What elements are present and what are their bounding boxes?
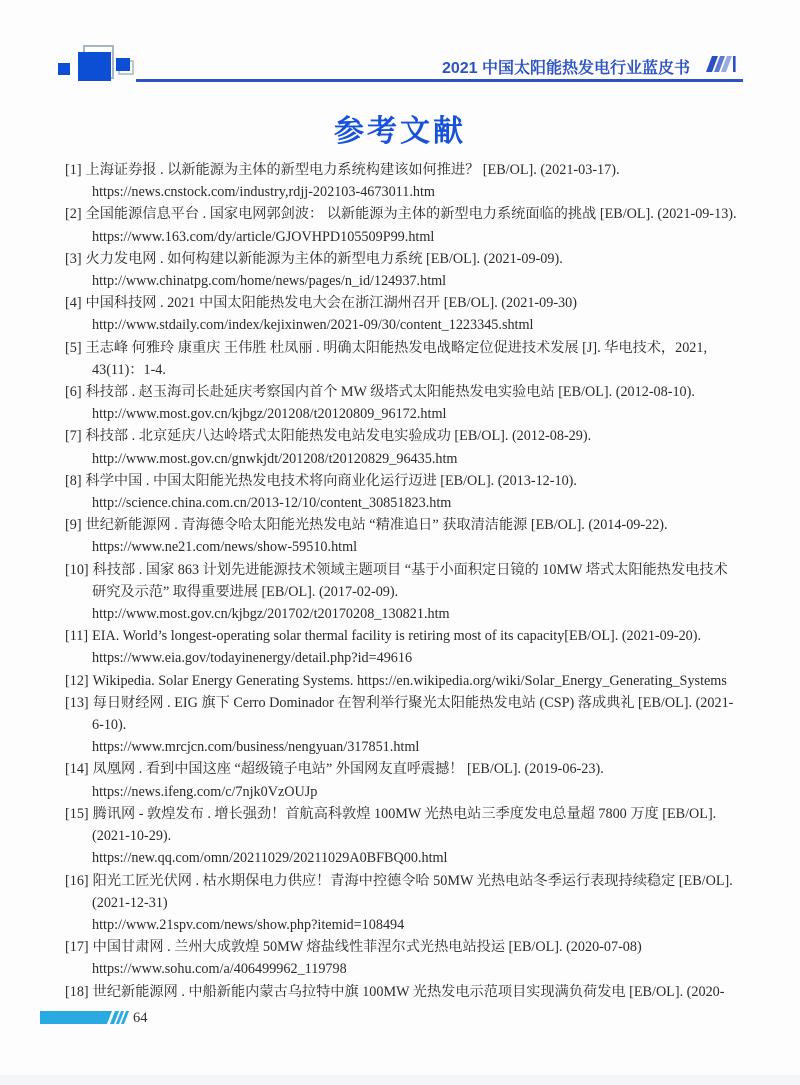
logo-squares-icon: [53, 44, 139, 86]
reference-item: [65, 625, 747, 669]
reference-continuation-line: 研究及示范” 取得重要进展 [EB/OL]. (2017-02-09).: [92, 583, 399, 600]
reference-item: [65, 936, 747, 980]
reference-text: 科技部 . 国家 863 计划先进能源技术领域主题项目 “基于小面积定日镜的 10MW 塔式太阳能热发电技术: [92, 561, 728, 578]
reference-text: 王志峰 何雅玲 康重庆 王伟胜 杜凤丽 . 明确太阳能热发电战略定位促进技术发展 [J]. 华电技术，2021,: [85, 339, 708, 356]
reference-id: [9]: [65, 517, 82, 534]
page-bottom-edge: [0, 1075, 800, 1085]
reference-item: [65, 425, 747, 469]
header-book-title: 2021 中国太阳能热发电行业蓝皮书: [441, 60, 690, 77]
reference-first-line: [65, 670, 747, 692]
header-slashes-icon: [702, 55, 740, 73]
reference-id: [16]: [65, 872, 89, 889]
reference-continuation-line: 6-10).: [92, 717, 127, 734]
header-rule: [136, 79, 743, 82]
reference-first-line: [65, 292, 747, 314]
page-header: [0, 0, 800, 95]
reference-continuation-line: (2021-12-31): [92, 894, 168, 911]
references-list: [65, 159, 747, 1003]
reference-id: [12]: [65, 672, 89, 689]
reference-first-line: [65, 692, 747, 714]
reference-id: [6]: [65, 384, 82, 401]
reference-first-line: [65, 470, 747, 492]
reference-item: [65, 381, 747, 425]
reference-first-line: [65, 936, 747, 958]
reference-text: 火力发电网 . 如何构建以新能源为主体的新型电力系统 [EB/OL]. (2021-09-09).: [85, 250, 563, 267]
reference-item: [65, 203, 747, 247]
reference-first-line: [65, 625, 747, 647]
reference-item: [65, 470, 747, 514]
reference-first-line: [65, 425, 747, 447]
reference-continuation-line: https://www.sohu.com/a/406499962_119798: [92, 961, 347, 978]
reference-text: 世纪新能源网 . 青海德令哈太阳能光热发电站 “精准追日” 获取清洁能源 [EB/OL]. (2014-09-22).: [85, 517, 668, 534]
reference-text: 科技部 . 赵玉海司长赴延庆考察国内首个 MW 级塔式太阳能热发电实验电站 [EB/OL]. (2012-08-10).: [85, 384, 695, 401]
reference-first-line: [65, 248, 747, 270]
reference-text: 科技部 . 北京延庆八达岭塔式太阳能热发电站发电实验成功 [EB/OL]. (2012-08-29).: [85, 428, 592, 445]
reference-continuation-line: https://www.ne21.com/news/show-59510.html: [92, 539, 358, 556]
reference-first-line: [65, 803, 747, 825]
reference-continuation-line: http://www.stdaily.com/index/kejixinwen/2021-09/30/content_1223345.shtml: [92, 317, 534, 334]
reference-text: 腾讯网 - 敦煌发布 . 增长强劲！首航高科敦煌 100MW 光热电站三季度发电总量超 7800 万度 [EB/OL].: [92, 805, 717, 822]
reference-item: [65, 670, 747, 692]
reference-id: [18]: [65, 983, 89, 1000]
reference-continuation-line: https://www.163.com/dy/article/GJOVHPD105509P99.html: [92, 228, 435, 245]
page-footer: [40, 1010, 148, 1030]
reference-item: [65, 248, 747, 292]
reference-item: [65, 559, 747, 626]
reference-id: [4]: [65, 295, 82, 312]
page-number: 64: [133, 1010, 148, 1026]
reference-continuation-line: http://www.most.gov.cn/gnwkjdt/201208/t20120829_96435.htm: [92, 450, 458, 467]
reference-item: [65, 514, 747, 558]
reference-continuation-line: http://www.chinatpg.com/home/news/pages/n_id/124937.html: [92, 273, 447, 290]
reference-text: 中国甘肃网 . 兰州大成敦煌 50MW 熔盐线性菲涅尔式光热电站投运 [EB/OL]. (2020-07-08): [92, 939, 642, 956]
reference-text: 上海证券报 . 以新能源为主体的新型电力系统构建该如何推进？ [EB/OL]. (2021-03-17).: [85, 162, 620, 178]
reference-continuation-line: (2021-10-29).: [92, 828, 172, 845]
reference-continuation-line: http://www.most.gov.cn/kjbgz/201208/t20120809_96172.html: [92, 406, 447, 423]
reference-id: [8]: [65, 472, 82, 489]
reference-text: 阳光工匠光伏网 . 枯水期保电力供应！青海中控德令哈 50MW 光热电站冬季运行表现持续稳定 [EB/OL].: [92, 872, 733, 889]
reference-id: [7]: [65, 428, 82, 445]
page-title: 参考文献: [334, 115, 466, 148]
reference-id: [11]: [65, 628, 89, 645]
reference-text: Wikipedia. Solar Energy Generating Systems. https://en.wikipedia.org/wiki/Solar_Energy_Generating_Systems: [92, 672, 727, 689]
reference-first-line: [65, 559, 747, 581]
reference-first-line: [65, 514, 747, 536]
reference-id: [13]: [65, 694, 89, 711]
reference-id: [1]: [65, 162, 82, 178]
reference-first-line: [65, 381, 747, 403]
reference-text: 凤凰网 . 看到中国这座 “超级镜子电站” 外国网友直呼震撼！ [EB/OL]. (2019-06-23).: [92, 761, 604, 778]
reference-item: [65, 981, 747, 1003]
reference-item: [65, 758, 747, 802]
reference-item: [65, 337, 747, 381]
reference-continuation-line: https://news.ifeng.com/c/7njk0VzOUJp: [92, 783, 318, 800]
reference-text: 科学中国 . 中国太阳能光热发电技术将向商业化运行迈进 [EB/OL]. (2013-12-10).: [85, 472, 577, 489]
reference-continuation-line: https://www.eia.gov/todayinenergy/detail.php?id=49616: [92, 650, 413, 667]
reference-continuation-line: https://www.mrcjcn.com/business/nengyuan/317851.html: [92, 739, 420, 756]
reference-id: [14]: [65, 761, 89, 778]
reference-id: [15]: [65, 805, 89, 822]
reference-text: 中国科技网 . 2021 中国太阳能热发电大会在浙江湖州召开 [EB/OL]. (2021-09-30): [85, 295, 577, 312]
footer-bar-icon: [40, 1010, 130, 1025]
reference-item: [65, 292, 747, 336]
reference-continuation-line: https://news.cnstock.com/industry,rdjj-202103-4673011.htm: [92, 184, 435, 201]
reference-continuation-line: http://science.china.com.cn/2013-12/10/content_30851823.htm: [92, 495, 452, 512]
reference-id: [17]: [65, 939, 89, 956]
reference-id: [5]: [65, 339, 82, 356]
reference-text: 世纪新能源网 . 中船新能内蒙古乌拉特中旗 100MW 光热发电示范项目实现满负荷发电 [EB/OL]. (2020-: [92, 983, 725, 1000]
reference-continuation-line: http://www.21spv.com/news/show.php?itemid=108494: [92, 916, 405, 933]
reference-id: [3]: [65, 250, 82, 267]
reference-continuation-line: https://new.qq.com/omn/20211029/20211029A0BFBQ00.html: [92, 850, 448, 867]
reference-first-line: [65, 758, 747, 780]
reference-text: 全国能源信息平台 . 国家电网郭剑波： 以新能源为主体的新型电力系统面临的挑战 [EB/OL]. (2021-09-13).: [85, 206, 737, 223]
reference-item: [65, 692, 747, 759]
reference-id: [2]: [65, 206, 82, 223]
reference-first-line: [65, 981, 747, 1003]
reference-first-line: [65, 337, 747, 359]
reference-continuation-line: 43(11)：1-4.: [92, 361, 166, 378]
reference-id: [10]: [65, 561, 89, 578]
reference-text: EIA. World’s longest-operating solar thermal facility is retiring most of its capacity[EB/OL]. (2021-09-20).: [92, 628, 702, 645]
reference-item: [65, 159, 747, 203]
reference-first-line: [65, 159, 747, 181]
reference-first-line: [65, 203, 747, 225]
reference-item: [65, 870, 747, 937]
reference-continuation-line: http://www.most.gov.cn/kjbgz/201702/t20170208_130821.htm: [92, 606, 450, 623]
reference-first-line: [65, 870, 747, 892]
reference-item: [65, 803, 747, 870]
reference-text: 每日财经网 . EIG 旗下 Cerro Dominador 在智利举行聚光太阳能热发电站 (CSP) 落成典礼 [EB/OL]. (2021-: [92, 694, 734, 711]
